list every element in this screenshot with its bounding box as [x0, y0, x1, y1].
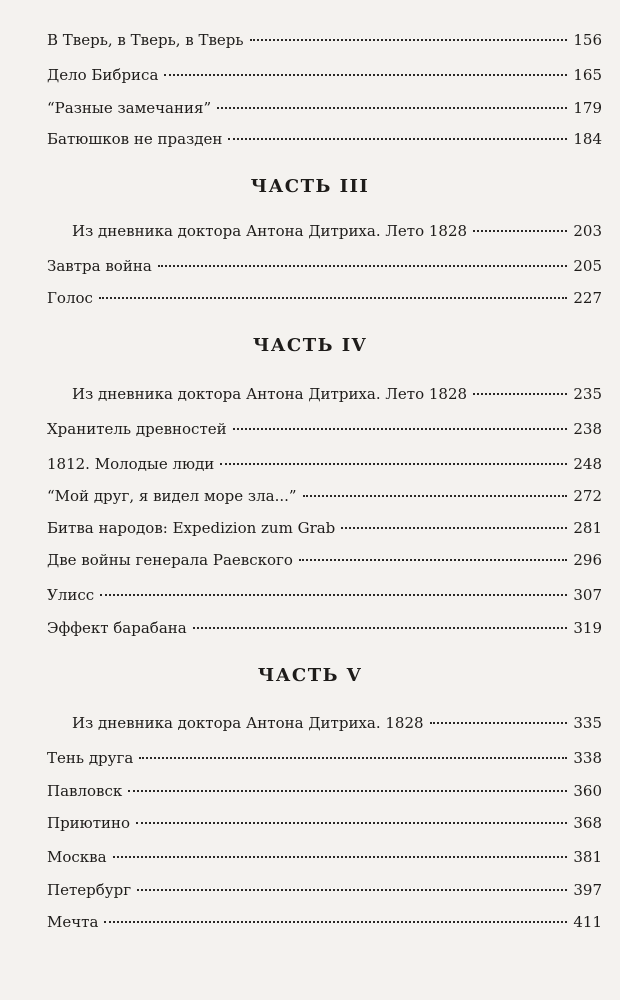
part-heading: ЧАСТЬ III	[250, 176, 370, 197]
entry-page-number: 281	[573, 519, 602, 537]
entry-title: Павловск	[47, 782, 123, 800]
dot-leader	[128, 790, 567, 792]
entry-page-number: 381	[573, 848, 602, 866]
dot-leader	[220, 463, 567, 465]
toc-entry[interactable]	[47, 910, 602, 934]
dot-leader	[473, 393, 567, 395]
entry-page-number: 360	[573, 782, 602, 800]
toc-entry[interactable]	[47, 811, 602, 835]
entry-page-number: 184	[573, 130, 602, 148]
entry-page-number: 205	[573, 257, 602, 275]
toc-entry[interactable]	[47, 516, 602, 540]
entry-title: Из дневника доктора Антона Дитриха. Лето 1828	[72, 222, 468, 240]
toc-entry[interactable]	[72, 219, 602, 243]
entry-page-number: 397	[573, 881, 602, 899]
dot-leader	[139, 757, 567, 759]
toc-entry[interactable]	[72, 382, 602, 406]
dot-leader	[104, 921, 567, 923]
entry-page-number: 179	[573, 99, 602, 117]
dot-leader	[136, 822, 567, 824]
entry-page-number: 319	[573, 619, 602, 637]
dot-leader	[100, 594, 567, 596]
dot-leader	[164, 74, 567, 76]
toc-entry[interactable]	[47, 63, 602, 87]
toc-entry[interactable]	[47, 286, 602, 310]
toc-entry[interactable]	[72, 711, 602, 735]
entry-page-number: 238	[573, 420, 602, 438]
entry-title: Завтра война	[47, 257, 152, 275]
entry-page-number: 338	[573, 749, 602, 767]
dot-leader	[193, 627, 568, 629]
entry-page-number: 411	[573, 913, 602, 931]
entry-title: Тень друга	[47, 749, 134, 767]
toc-entry[interactable]	[47, 417, 602, 441]
entry-title: Мечта	[47, 913, 99, 931]
entry-page-number: 296	[573, 551, 602, 569]
toc-entry[interactable]	[47, 845, 602, 869]
dot-leader	[341, 527, 567, 529]
entry-page-number: 203	[573, 222, 602, 240]
toc-entry[interactable]	[47, 452, 602, 476]
entry-title: Петербург	[47, 881, 132, 899]
entry-title: Голос	[47, 289, 93, 307]
entry-title: “Разные замечания”	[47, 99, 212, 117]
dot-leader	[430, 722, 568, 724]
toc-entry[interactable]	[47, 28, 602, 52]
part-heading: ЧАСТЬ V	[257, 665, 363, 686]
dot-leader	[99, 297, 567, 299]
toc-entry[interactable]	[47, 779, 602, 803]
entry-title: Из дневника доктора Антона Дитриха. 1828	[72, 714, 424, 732]
dot-leader	[299, 559, 567, 561]
entry-title: Дело Бибриса	[47, 66, 159, 84]
toc-entry[interactable]	[47, 878, 602, 902]
part-heading: ЧАСТЬ IV	[252, 335, 368, 356]
entry-title: Битва народов: Expedizion zum Grab	[47, 519, 336, 537]
toc-entry[interactable]	[47, 746, 602, 770]
toc-entry[interactable]	[47, 583, 602, 607]
dot-leader	[228, 138, 567, 140]
entry-title: “Мой друг, я видел море зла...”	[47, 487, 297, 505]
dot-leader	[473, 230, 567, 232]
entry-page-number: 272	[573, 487, 602, 505]
dot-leader	[217, 107, 567, 109]
entry-title: Эффект барабана	[47, 619, 187, 637]
entry-page-number: 248	[573, 455, 602, 473]
dot-leader	[233, 428, 568, 430]
entry-title: 1812. Молодые люди	[47, 455, 215, 473]
entry-page-number: 335	[573, 714, 602, 732]
entry-title: Батюшков не празден	[47, 130, 223, 148]
entry-title: Из дневника доктора Антона Дитриха. Лето 1828	[72, 385, 468, 403]
toc-entry[interactable]	[47, 484, 602, 508]
entry-title: Москва	[47, 848, 107, 866]
entry-title: В Тверь, в Тверь, в Тверь	[47, 31, 244, 49]
dot-leader	[113, 856, 568, 858]
entry-page-number: 165	[573, 66, 602, 84]
entry-title: Улисс	[47, 586, 95, 604]
entry-title: Приютино	[47, 814, 131, 832]
toc-entry[interactable]	[47, 127, 602, 151]
toc-entry[interactable]	[47, 548, 602, 572]
entry-page-number: 227	[573, 289, 602, 307]
toc-entry[interactable]	[47, 254, 602, 278]
entry-page-number: 156	[573, 31, 602, 49]
entry-title: Хранитель древностей	[47, 420, 227, 438]
dot-leader	[250, 39, 568, 41]
entry-title: Две войны генерала Раевского	[47, 551, 293, 569]
entry-page-number: 307	[573, 586, 602, 604]
dot-leader	[303, 495, 568, 497]
entry-page-number: 368	[573, 814, 602, 832]
entry-page-number: 235	[573, 385, 602, 403]
dot-leader	[158, 265, 568, 267]
toc-entry[interactable]	[47, 616, 602, 640]
dot-leader	[137, 889, 567, 891]
toc-entry[interactable]	[47, 96, 602, 120]
